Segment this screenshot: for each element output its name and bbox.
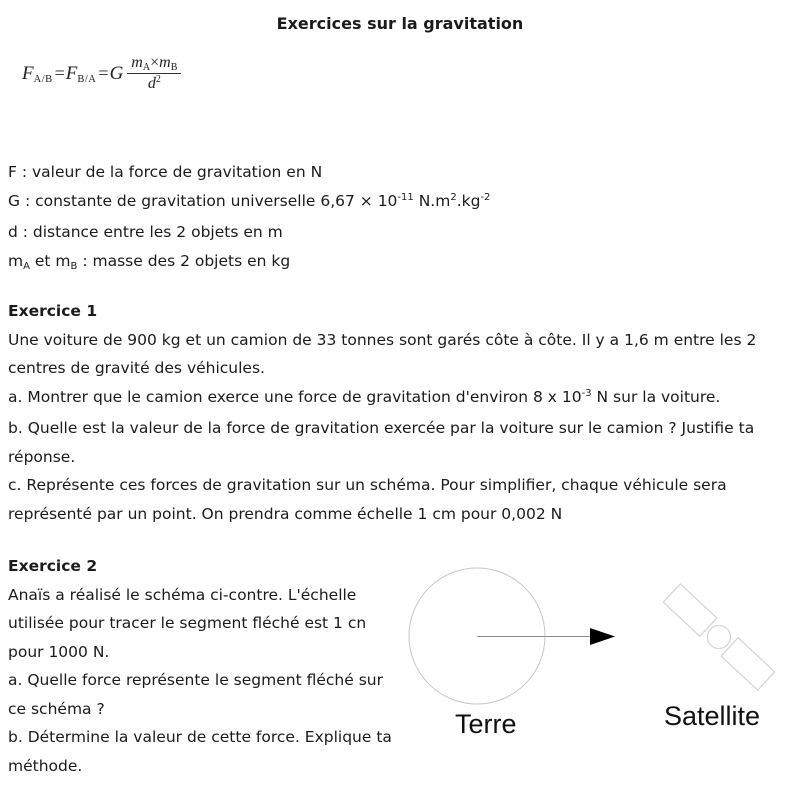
fraction-numerator — [127, 54, 181, 74]
text-line: d : distance entre les 2 objets en m — [8, 223, 283, 241]
text-line: a. Montrer que le camion exerce une force de gravitation d'environ 8 x $10^{-3}$ N sur la voiture. — [8, 387, 721, 406]
satellite-panel-left — [663, 584, 717, 636]
text-line: représenté par un point. On prendra comme échelle 1 cm pour 0,002 N — [8, 504, 563, 523]
satellite-label: Satellite — [664, 701, 761, 731]
text-line: b. Détermine la valeur de cette force. Explique ta — [8, 728, 392, 746]
equals-sign: = — [54, 63, 65, 84]
exercise-2 — [8, 552, 420, 780]
formula-F2: F — [65, 62, 78, 84]
text-line: utilisée pour tracer le segment fléché est 1 cn — [8, 614, 367, 632]
formula-fraction — [127, 54, 181, 94]
satellite-icon — [663, 584, 774, 690]
exercise-2-heading: Exercice 2 — [8, 557, 98, 575]
text-line: G : constante de gravitation universelle $6,67 \times 10^{-11}$ $N.m^2.kg^{-2}$ — [8, 191, 491, 210]
text-line: centres de gravité des véhicules. — [8, 359, 265, 377]
text-line: pour 1000 N. — [8, 642, 110, 661]
fraction-denominator — [127, 74, 181, 93]
page-title: Exercices sur la gravitation — [276, 14, 524, 33]
earth-label: Terre — [455, 709, 517, 739]
exercise-2-diagram — [400, 548, 800, 800]
text-line: Anaïs a réalisé le schéma ci-contre. L'échelle — [8, 585, 357, 604]
text-line: Une voiture de 900 kg et un camion de 33 tonnes sont garés côte à côte. Il y a 1,6 m entre les 2 — [8, 330, 757, 349]
text-line: $d^2$ — [147, 74, 161, 93]
text-line: méthode. — [8, 756, 83, 775]
formula-F2-subscript: B/A — [77, 74, 97, 86]
force-arrowhead — [590, 628, 615, 645]
satellite-panel-right — [721, 638, 775, 690]
text-line: mA×mB — [131, 54, 178, 73]
exercise-1-heading: Exercice 1 — [8, 302, 98, 320]
text-line: b. Quelle est la valeur de la force de gravitation exercée par la voiture sur le camion ? Justifie ta — [8, 419, 755, 437]
text-line: F : valeur de la force de gravitation en N — [8, 163, 323, 181]
text-line: mA et mB : masse des 2 objets en kg — [8, 251, 291, 272]
formula-F1-subscript: A/B — [33, 74, 53, 86]
text-line: réponse. — [8, 447, 76, 466]
text-line: ce schéma ? — [8, 699, 105, 718]
formula-G: G — [109, 62, 124, 84]
equals-sign: = — [98, 63, 109, 84]
exercise-1 — [8, 297, 756, 528]
text-line: c. Représente ces forces de gravitation sur un schéma. Pour simplifier, chaque véhicule sera — [8, 476, 727, 494]
variable-definitions — [8, 158, 490, 278]
exercise-2-text — [8, 581, 420, 781]
exercise-1-text — [8, 326, 756, 529]
gravitation-formula — [22, 54, 181, 94]
formula-F1: F — [22, 62, 34, 84]
text-line: a. Quelle force représente le segment fléché sur — [8, 671, 383, 689]
